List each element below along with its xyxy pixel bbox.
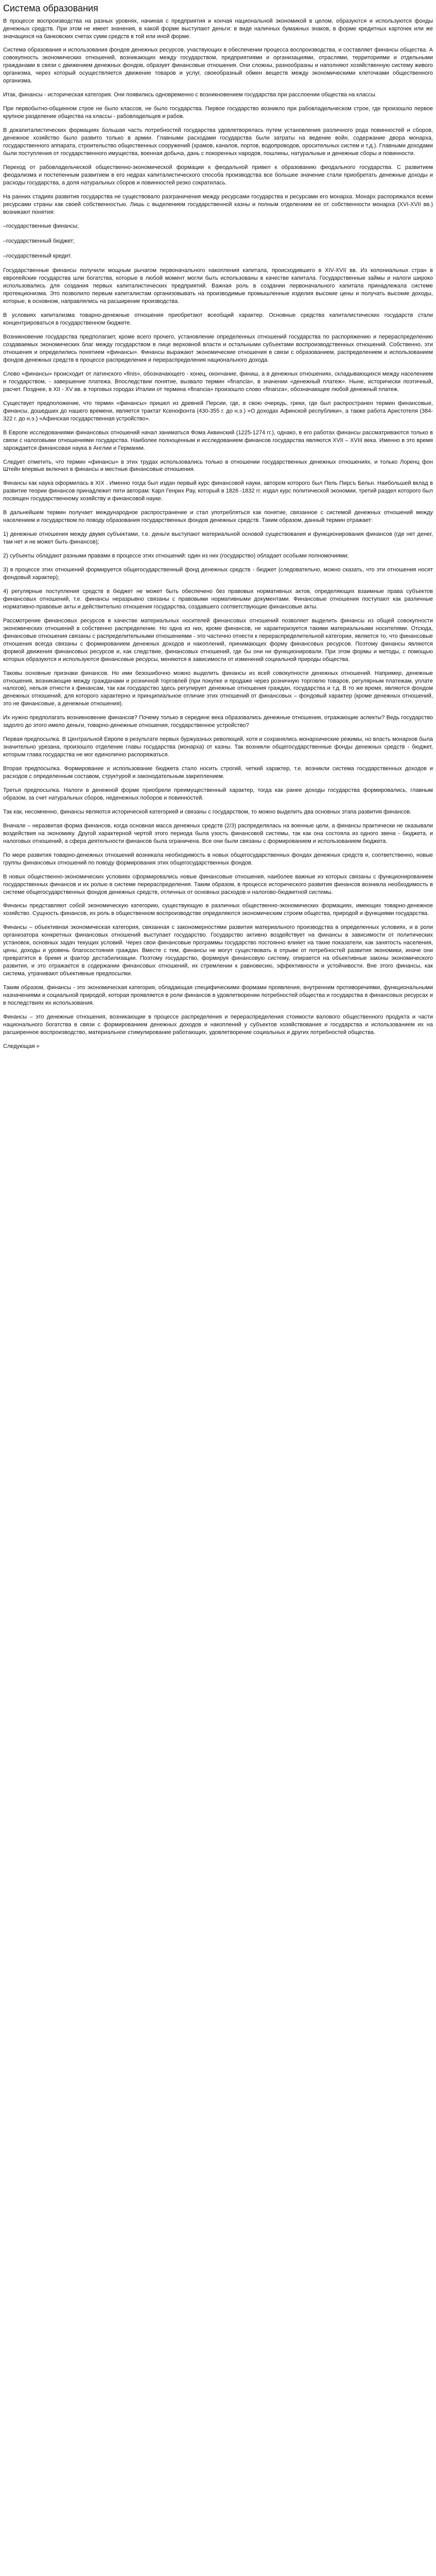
- article-paragraph: 1) денежные отношения между двумя субъектами, т.е. деньги выступают материальной основой существования и функционирования финансов (где нет денег, там нет и не может быть финансов);: [3, 531, 433, 546]
- article-paragraph: В процессе воспроизводства на разных уровнях, начиная с предприятия и кончая национальной экономикой в целом, образуются и используются фонды денежных средств. При этом не имеет значения, в какой форме выступают деньги: в виде наличных бумажных знаков, в форме кредитных карточек или же значащихся на банковских счетах сумм средств в той или иной форме.: [3, 18, 433, 40]
- article-paragraph: Возникновение государства предполагает, кроме всего прочего, установление определенных отношений государства по распоряжению и перераспределению создаваемых экономических благ между государством в лице верховной власти и остальными субъектами воспроизводственных отношений. Собственно, эти отношения и определились понятием «финансы». Финансы выражают экономические отношения в связи с образованием, распределением и использованием фондов денежных средств в процессе распределения и перераспределения национального дохода.: [3, 334, 433, 363]
- article-paragraph: Таковы основные признаки финансов. Но ими безошибочно можно выделить финансы из всей совокупности денежных отношений. Например, денежные отношения, возникающие между гражданами и розничной торговлей (при покупке и продаже через розничную торговлю товаров, регулярным платежам, уплате налогов), нельзя отнести к финансам, так как государство здесь регулирует денежные отношения граждан, государства и т.д. В то же время, являются фондом денежных отношений, для которого характерно и принципиальное отличие этих отношений от финансовых – фондовый характер (кроме денежных отношений, это не финансовые, а денежные отношения).: [3, 670, 433, 707]
- article-paragraph: Третья предпосылка. Налоги в денежной форме приобрели преимущественный характер, тогда как ранее доходы государства формировались, главным образом, за счет натуральных сборов, неденежных поборов и повинностей.: [3, 787, 433, 801]
- article-paragraph: Следующая »: [3, 1043, 40, 1049]
- article-paragraph: Так как, несомненно, финансы являются исторической категорией и связаны с государством, то можно выделить два основных этапа развития финансов.: [3, 808, 412, 815]
- page-title: Система образования: [3, 3, 98, 13]
- article-paragraph: Государственные финансы получили мощным рычагом первоначального накопления капитала, происходившего в XIV-XVII вв. Из колониальных стран в европейские государства шли богатства, которые в любой момент могли быть использованы в качестве капитала. Государственные займы и налоги широко использовались для создания первых капиталистических предприятий. Важная роль в создании первоначального капитала принадлежала системе протекционизма. Это позволило первым капиталистам организовывать на производимые промышленные изделия высокие цены и получать высокие доходы, которые, в основном, направлялись на расширение производства.: [3, 267, 433, 305]
- article-paragraph: По мере развития товарно-денежных отношений возникала необходимость в новых общегосударственных фондах денежных средств и, соответственно, новые группы финансовых отношений по поводу формирования этих общегосударственных фондов.: [3, 852, 433, 866]
- article-paragraph: Система образования и использования фондов денежных ресурсов, участвующих в обеспечении процесса воспроизводства, и составляет финансы общества. А совокупность экономических отношений, возникающих между государством, предприятиями и организациями, отраслями, территориями и отдельными гражданами в связи с движением денежных фондов, образует финансовые отношения. Они сложны, разнообразны и наполняют хозяйственную систему живого организма, через который осуществляется движение товаров и услуг, своеобразный обмен веществ между экономическими клеточками общественного организма.: [3, 47, 433, 84]
- article-paragraph: Финансы как наука оформилась в XIX . Именно тогда был издан первый курс финансовой науки, автором которого был Пель Пирсъ Бельн. Наибольшей вклад в развитие теории финансов принадлежит пяти авторам: Карл Генрих Рау, который в 1826 -1832 гг. издал курс политической экономии, третий раздел которого был посвящен государственному хозяйству и финансовой науке.: [3, 480, 433, 502]
- article-paragraph: Слово «финансы» происходит от латинского «finis», обозначающего - конец, окончание, финиш, а в денежных отношениях, складывающихся между населением и государством, - завершение платежа. Впоследствии понятие, вызвало термин «financia», в значении «денежный платеж». Ныне, исторически поэтичный, расчет. Позднее, в XII - XV вв. в торговых городах Италии от термина «financia» произошло слово «finanza», обозначающее любой денежный платеж.: [3, 370, 433, 393]
- article-paragraph: –государственный кредит.: [3, 252, 72, 259]
- article-paragraph: Первая предпосылка. В Центральной Европе в результате первых буржуазных революций, хотя и сохранялись монархические режимы, но власть монархов была значительно урезана, произошло отделение главы государства (монарха) от казны. Так возникли общегосударственные фонды денежных средств - бюджет, которым глава государства не мог единолично распоряжаться.: [3, 736, 433, 758]
- article-paragraph: Вторая предпосылка. Формирование и использование бюджета стало носить строгий, четкий характер, т.е. возникли система государственных доходов и расходов с определенным составом, структурой и законодательным закреплением.: [3, 766, 433, 780]
- article-paragraph: На ранних стадиях развития государства не существовало разграничения между ресурсами государства и ресурсами его монарха. Монарх распоряжался всеми ресурсами страны как своей собственностью. Лишь с выделением государственной казны и полным отделением ее от собственности монарха (XVI-XVII вв.) возникают понятия:: [3, 193, 433, 215]
- article-body: [3, 18, 433, 1050]
- article-paragraph: Вначале – неразвитая форма финансов, когда основная масса денежных средств (2/3) распределялась на военные цели, а финансы практически не оказывали воздействия на экономику. Другой характерной чертой этого периода была узость финансовой системы, так как она состояла из одного звена - бюджета, и налоговых отношений, а сфера деятельности финансов была ограничена. Все они были связаны с формированием и использованием бюджета.: [3, 822, 433, 844]
- article-paragraph: В новых общественно-экономических условиях сформировались новые финансовые отношения, наиболее важные из которых связаны с функционированием государственных финансов и их ролью в системе перераспределения. Таким образом, в процессе исторического развития финансов возникла необходимость в системе общегосударственных фондов денежных средств, отличных от основных расходов и налогово-бюджетной системы.: [3, 873, 433, 895]
- article-paragraph: 2) субъекты обладают разными правами в процессе этих отношений: один из них (государство) обладает особыми полномочиями;: [3, 553, 349, 560]
- article-paragraph: 3) в процессе этих отношений формируется общегосударственный фонд денежных средств - бюджет (следовательно, можно сказать, что эти отношения носят фондовый характер);: [3, 567, 433, 581]
- article-paragraph: Существует предположение, что термин «финансы» пришел из древней Персии, где, в свою очередь, греки, где был распространен термин финансовые, финансы, дошедших до нашего времени, является трактат Ксенофонта (430-355 г. до н.э.) «О доходах Афинской республики», а также работа Аристотеля (384-322 г. до н.э.) «Афинская государственная устройство».: [3, 400, 433, 422]
- article-paragraph: Рассмотрение финансовых ресурсов в качестве материальных носителей финансовых отношений позволяет выделить финансы из общей совокупности экономических отношений в собственно распределение. Но одна из них, кроме финансов, не характеризуется такими материальными носителями. Отсюда, финансовые отношения связаны с распределительными отношениями - это частично отнести к перераспределительной категории, является то, что финансовые отношения всегда связаны с формированием денежных доходов и накоплений, принимающих форму финансовых ресурсов. Поэтому финансы являются формой движения финансовых ресурсов и, как следствие, финансовых отношений, где бы они ни функционировали. При этом формы и методы, с помощью которых образуются и используются финансовые ресурсы, меняются в зависимости от изменений социальной природы общества.: [3, 617, 433, 663]
- article-paragraph: Финансы представляют собой экономическую категорию, существующую в различных общественно-экономических формациях, имеющих товарно-денежное хозяйство. Сущность финансов, их роль в общественном воспроизводстве определяются экономическим строем общества, природой и функциями государства.: [3, 903, 433, 917]
- article-paragraph: –государственный бюджет;: [3, 238, 75, 244]
- article-paragraph: Финансы – это денежные отношения, возникающие в процессе распределения и перераспределения стоимости валового общественного продукта и части национального богатства в связи с формированием денежных доходов и накоплений у субъектов хозяйствования и государства и использованием их на расширенное воспроизводство, материальное стимулирование работающих, удовлетворение социальных и других потребностей общества.: [3, 1013, 433, 1036]
- article-paragraph: –государственные финансы;: [3, 223, 79, 229]
- article-paragraph: Переход от рабовладельческой общественно-экономической формации к феодальной привел к образованию феодального государства. С развитием феодализма и постепенным развитием в его недрах капиталистического способа производства все большее значение стали приобретать денежные доходы и расходы государства, а доля натуральных сборов и повинностей резко сократилась.: [3, 164, 433, 186]
- article-paragraph: В условиях капитализма товарно-денежные отношения приобретают всеобщий характер. Основные средства капиталистических государств стали концентрироваться в государственном бюджете.: [3, 312, 433, 327]
- article-paragraph: В докапиталистических формациях большая часть потребностей государства удовлетворялась путем установления различного рода повинностей и сборов, денежное хозяйство было развито только в армии. Главными расходами государства были затраты на ведение войн, содержание двора монарха, государственного аппарата, строительство общественных сооружений (храмов, каналов, портов, водопроводов, оросительных систем и т.д.). Главными доходами были поступления от государственного имущества, военная добыча, дань с покоренных народов, пошлины, натуральные и денежные сборы и повинности.: [3, 127, 433, 157]
- article-paragraph: Их нужно предполагать возникновение финансов? Почему только в середине века образовались денежные отношения, отражающие аспекты? Ведь государство задолго до этого имело деньги, товарно-денежные отношения, государственное устройство?: [3, 715, 433, 729]
- article-paragraph: В Европе исследованиями финансовых отношений начал заниматься Фома Аквинский (1225-1274 гг.), однако, в его работах финансы рассматриваются только в связи с налоговыми отношениями государства. Наиболее полноценным и исследованием финансов государства являются XVII – XVIII века. Именно в это время зарождается финансовая наука в Англии и Германии.: [3, 429, 433, 451]
- article-paragraph: Итак, финансы - историческая категория. Они появились одновременно с возникновением государства при расслоении общества на классы.: [3, 92, 377, 98]
- article-paragraph: При первобытно-общинном строе не было классов, не было государства. Первое государство возникло при рабовладельческом строе, где произошло первое крупное разделение общества на классы - рабовладельцев и рабов.: [3, 106, 433, 120]
- article-paragraph: 4) регулярные поступления средств в бюджет не может быть обеспечено без правовых нормативных актов, определяющих взаимные права субъектов финансовых отношений, т.е. финансы неразрывно связаны с правовыми нормативными документами. Финансовые отношения поступают как различные нормативно-правовые акты и действительно отношения государства, создавшего соответствующие финансовые акты.: [3, 588, 433, 610]
- article-paragraph: Финансы – объективная экономическая категория, связанная с закономерностями развития материального производства в определенных условиях, и в роли организатора конкретных финансовых отношений выступает государство. Государство активно воздействует на финансы в зависимости от политических установок, основных задач текущих условий. Через свои финансовые программы государство постоянно влияет на такие показатели, как занятость населения, цены, доходы и уровень благосостояния граждан. Вместе с тем, финансы не могут существовать в отрыве от потребностей развития экономики, иначе они превратятся в бремя и фактор дестабилизации. Поэтому государство, формируя финансовую систему, опирается на объективные законы экономического развития, и это отражается в содержании финансовых отношений, их стремлении к равновесию, эффективности и устойчивости. Вне этого финансы, как система, утрачивают объективные предпосылки.: [3, 924, 433, 977]
- article-paragraph: Следует отметить, что термин «финансы» в этих трудах использовались только в отношении государственных денежных отношениях, и только Лоренц фон Штейн впервые включил в финансы и местные финансовые отношения.: [3, 459, 433, 473]
- page: [0, 0, 436, 1066]
- article-paragraph: Таким образом, финансы - это экономическая категория, обладающая специфическими формами проявления, внутренним противоречиями, функциональными назначениями и социальной природой, которая проявляется в роли финансов в удовлетворении потребностей общества и государства в финансовых ресурсах и в последствиях их использования.: [3, 985, 433, 1006]
- article-paragraph: В дальнейшем термин получает международное распространение и стал употребляться как понятие, связанное с системой денежных отношений между населением и государством по поводу образования государственных фондов денежных средств. Таким образом, данный термин отражает:: [3, 510, 433, 524]
